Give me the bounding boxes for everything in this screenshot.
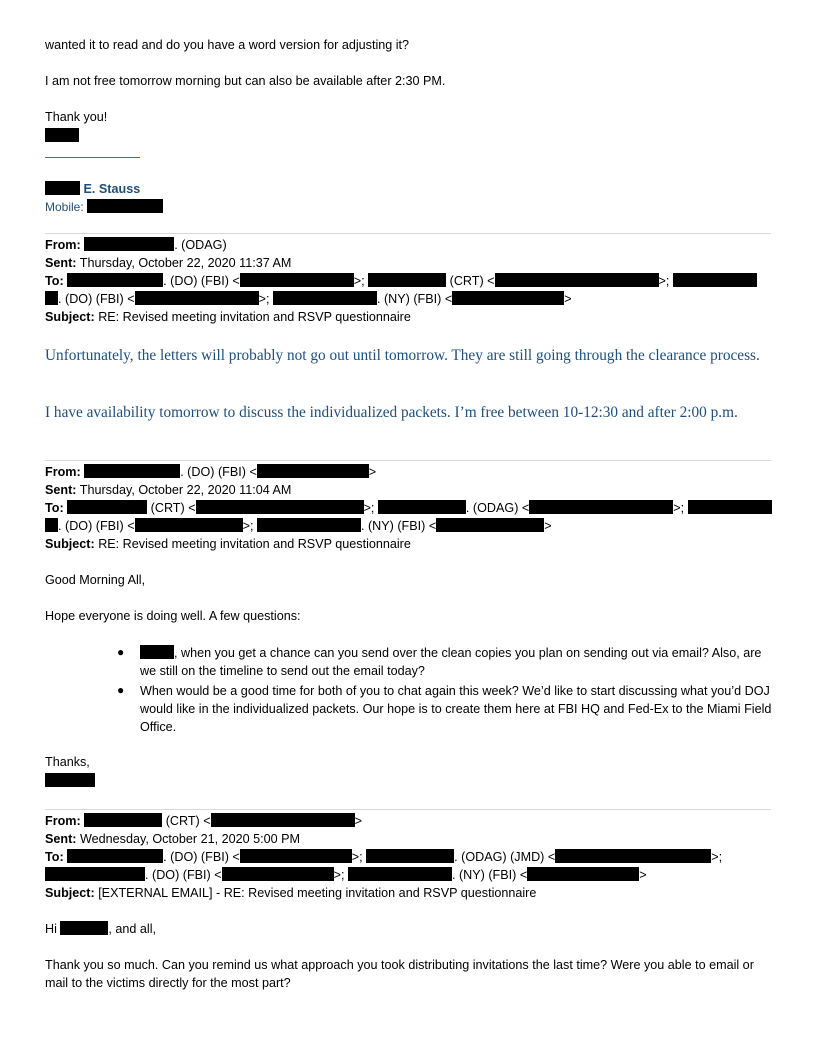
redaction	[140, 645, 174, 659]
header-separator	[45, 233, 771, 234]
email-sent: Sent: Thursday, October 22, 2020 11:04 AM	[45, 483, 292, 497]
email-to-cont: . (DO) (FBI) < >; . (NY) (FBI) < >	[45, 290, 572, 308]
redaction	[67, 500, 147, 514]
redaction	[257, 518, 361, 532]
redaction	[45, 518, 58, 532]
email-from: From: . (ODAG)	[45, 238, 227, 252]
redaction	[257, 464, 369, 478]
redaction	[45, 181, 80, 195]
redaction	[211, 813, 355, 827]
redaction	[196, 500, 364, 514]
email-greeting: Hi , and all,	[45, 922, 157, 936]
redaction	[60, 921, 108, 935]
email-to-cont: . (DO) (FBI) < >; . (NY) (FBI) < >	[45, 517, 552, 535]
redaction	[135, 518, 243, 532]
redaction	[84, 237, 174, 251]
redaction	[555, 849, 711, 863]
redaction	[452, 291, 564, 305]
email-sent: Sent: Wednesday, October 21, 2020 5:00 PM	[45, 832, 301, 846]
email-intro: Hope everyone is doing well. A few questions:	[45, 609, 301, 623]
redaction	[67, 849, 163, 863]
bullet-icon: ●	[117, 645, 125, 659]
email-greeting: Good Morning All,	[45, 573, 146, 587]
signature-mobile: Mobile:	[45, 198, 163, 216]
header-separator	[45, 809, 771, 810]
redaction	[222, 867, 334, 881]
email-subject: Subject: [EXTERNAL EMAIL] - RE: Revised meeting invitation and RSVP questionnaire	[45, 886, 537, 900]
email-closing: Thanks,	[45, 755, 90, 769]
redaction	[240, 273, 354, 287]
closing-text: Thank you!	[45, 110, 108, 124]
redaction	[348, 867, 452, 881]
email-from: From: . (DO) (FBI) < >	[45, 465, 377, 479]
signature-rule	[45, 157, 140, 158]
redaction	[529, 500, 673, 514]
bullet-icon: ●	[117, 683, 125, 697]
redaction	[67, 273, 163, 287]
email-to: To: . (DO) (FBI) < >; . (ODAG) (JMD) < >;	[45, 850, 723, 864]
signature-name: E. Stauss	[45, 180, 140, 198]
email-from: From: (CRT) < >	[45, 814, 362, 828]
email-body-paragraph: Unfortunately, the letters will probably not go out until tomorrow. They are still going through the clearance process.	[45, 347, 760, 364]
redaction	[436, 518, 544, 532]
redaction	[45, 867, 145, 881]
redaction	[45, 772, 95, 790]
email-to: To: (CRT) < >; . (ODAG) < >;	[45, 499, 772, 517]
redaction	[87, 199, 163, 213]
list-item: When would be a good time for both of you to chat again this week? We’d like to start discussing what you’d DOJ would like in the individualized packets. Our hope is to create them here at FBI HQ and Fed-Ex to the Miami Field Office.	[140, 684, 772, 734]
redaction	[273, 291, 377, 305]
email-subject: Subject: RE: Revised meeting invitation and RSVP questionnaire	[45, 310, 411, 324]
email-subject: Subject: RE: Revised meeting invitation and RSVP questionnaire	[45, 537, 411, 551]
redaction	[84, 813, 162, 827]
list-item: , when you get a chance can you send over the clean copies you plan on sending out via email? Also, are we still on the timeline to send out the email today?	[140, 646, 762, 678]
email-sent: Sent: Thursday, October 22, 2020 11:37 AM	[45, 256, 292, 270]
redaction	[366, 849, 454, 863]
email-to: To: . (DO) (FBI) < >; (CRT) < >;	[45, 272, 757, 290]
email-body-paragraph: Thank you so much. Can you remind us what approach you took distributing invitations the last time? Were you able to email or mail to the victims directly for the most part?	[45, 958, 754, 990]
redaction	[135, 291, 259, 305]
email-to-cont: . (DO) (FBI) < >; . (NY) (FBI) < >	[45, 866, 647, 884]
redaction	[45, 291, 58, 305]
header-separator	[45, 460, 771, 461]
redaction	[45, 127, 79, 145]
redaction	[495, 273, 659, 287]
redaction	[673, 273, 757, 287]
redaction	[527, 867, 639, 881]
body-text: wanted it to read and do you have a word version for adjusting it?	[45, 38, 410, 52]
redaction	[378, 500, 466, 514]
body-text: I am not free tomorrow morning but can also be available after 2:30 PM.	[45, 74, 446, 88]
redaction	[688, 500, 772, 514]
redaction	[368, 273, 446, 287]
email-body-paragraph: I have availability tomorrow to discuss the individualized packets. I’m free between 10-12:30 and after 2:00 p.m.	[45, 404, 738, 421]
redaction	[240, 849, 352, 863]
redaction	[84, 464, 180, 478]
